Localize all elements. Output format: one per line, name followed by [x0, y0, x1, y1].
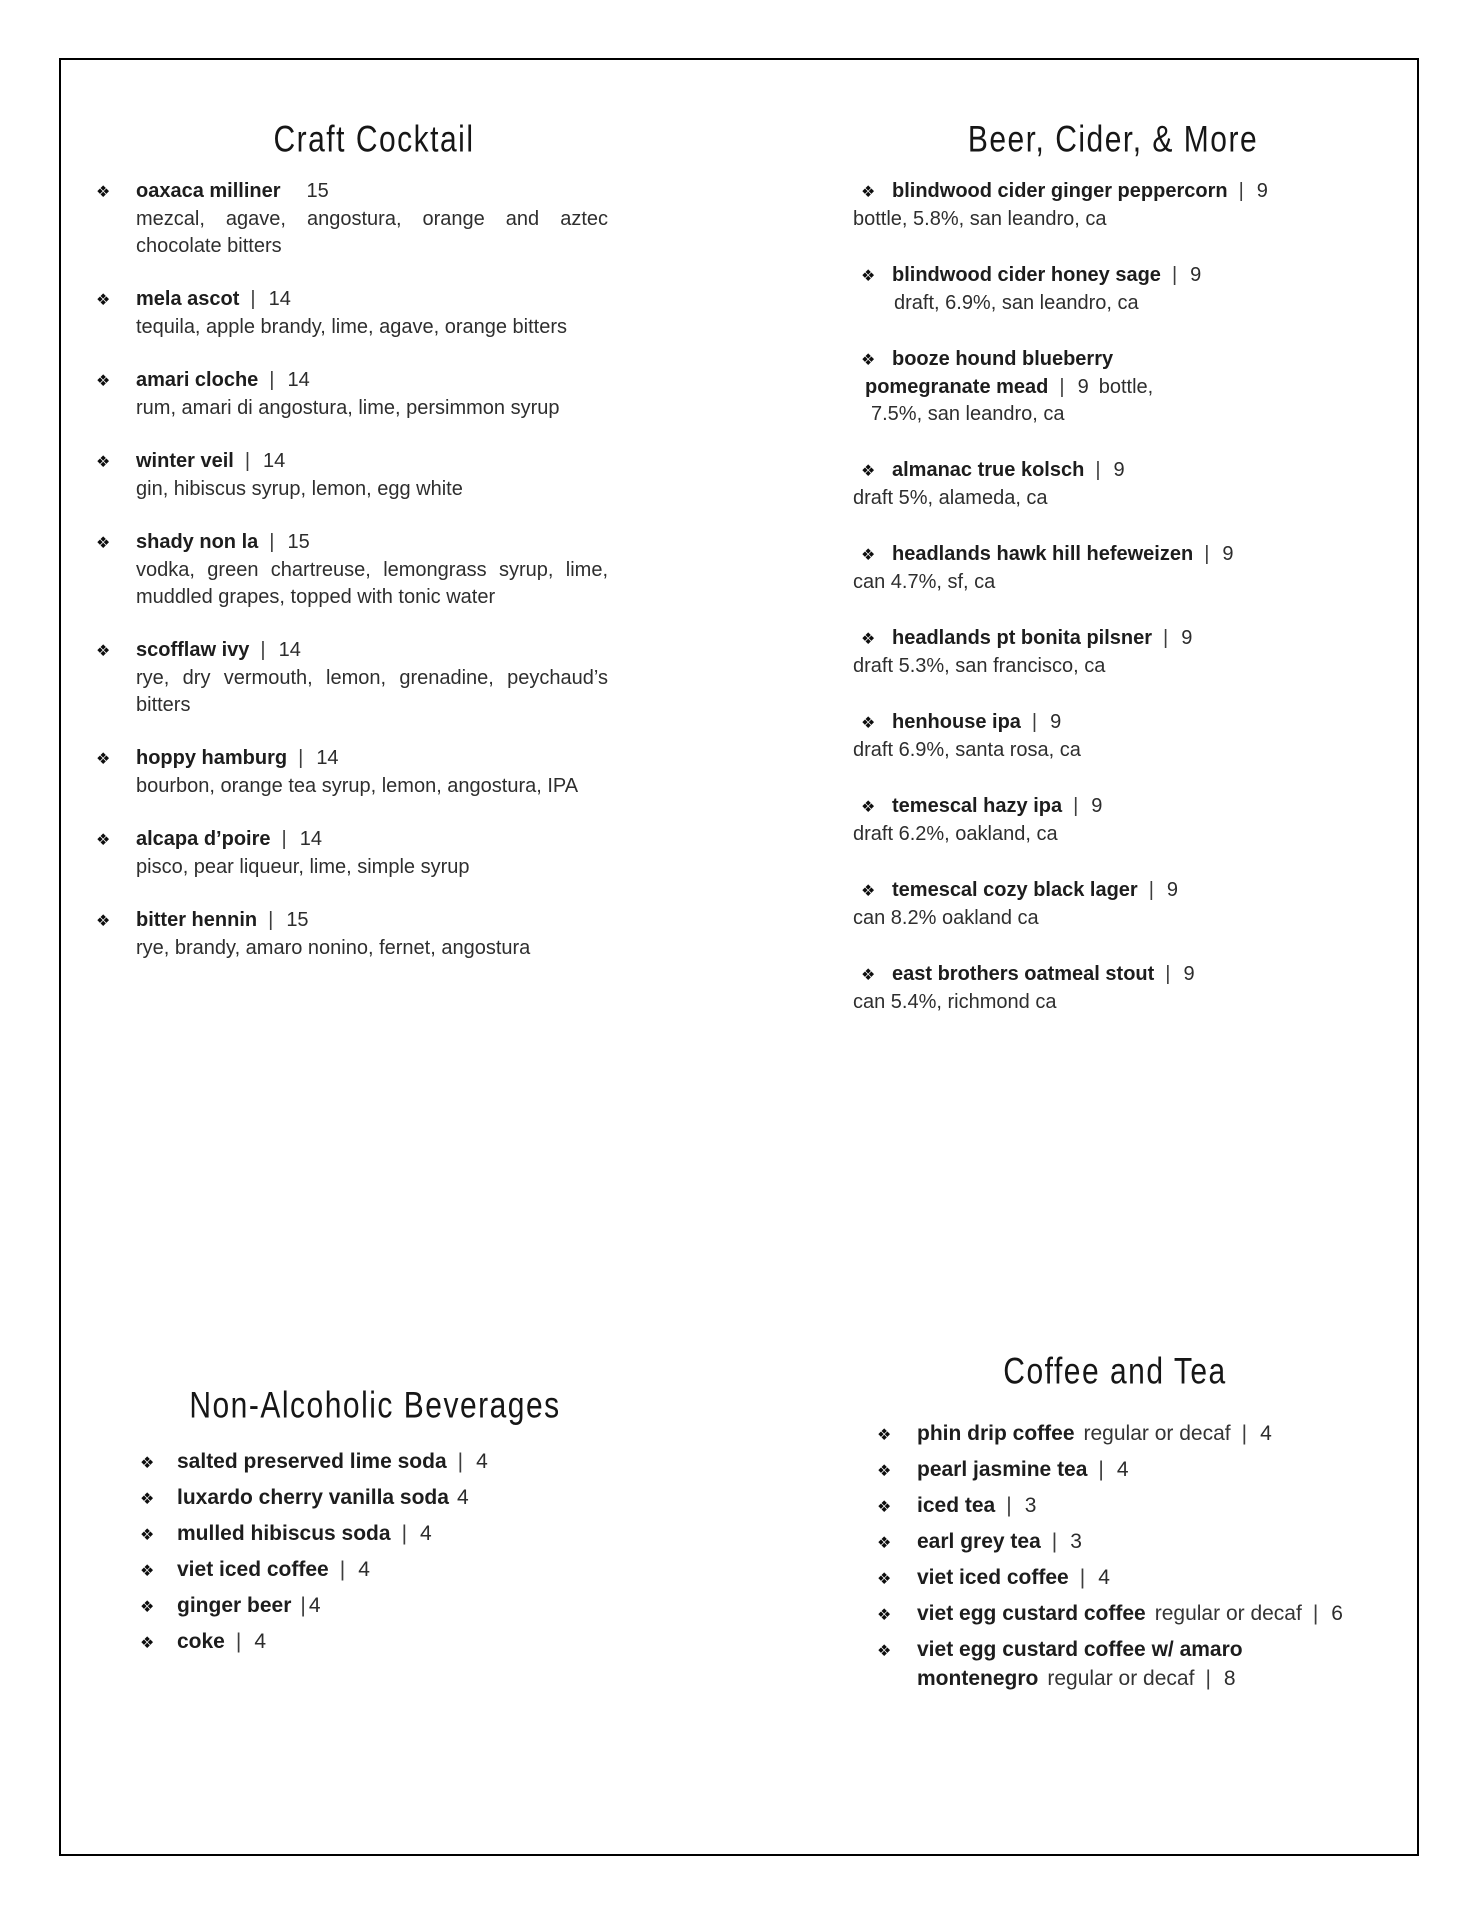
bullet-icon: ❖	[140, 1491, 155, 1508]
item-description: draft 5%, alameda, ca	[853, 487, 1048, 509]
item-head	[140, 1592, 610, 1621]
price-spacer	[449, 1484, 457, 1511]
item-note: regular or decaf	[1083, 1422, 1231, 1445]
item-price: 6	[1331, 1602, 1343, 1625]
price-separator: |	[1165, 963, 1171, 985]
menu-item	[855, 1528, 1375, 1557]
item-name: headlands hawk hill hefeweizen	[892, 543, 1194, 565]
item-price: 4	[1098, 1566, 1110, 1589]
item-name: montenegro	[917, 1667, 1039, 1690]
menu-item	[855, 1600, 1375, 1629]
price-separator: |	[1051, 1530, 1058, 1553]
bullet-icon: ❖	[861, 184, 876, 201]
bullet-icon: ❖	[877, 1607, 892, 1624]
item-name: scofflaw ivy	[136, 639, 250, 661]
price-separator: |	[1163, 627, 1169, 649]
bullet-icon: ❖	[96, 913, 111, 930]
item-head	[855, 1636, 1375, 1665]
menu-item	[140, 1592, 610, 1621]
menu-item	[96, 448, 652, 503]
item-head	[96, 637, 652, 665]
menu-item	[140, 1520, 610, 1549]
menu-item	[853, 346, 1373, 428]
item-name: pearl jasmine tea	[917, 1458, 1088, 1481]
menu-item	[853, 709, 1373, 764]
item-price: 14	[268, 288, 291, 310]
price-separator: |	[235, 1630, 242, 1653]
item-list	[855, 1420, 1375, 1692]
menu-item	[853, 178, 1373, 233]
item-price: 15	[286, 909, 309, 931]
menu-item	[855, 1564, 1375, 1593]
item-description: draft 6.9%, santa rosa, ca	[853, 739, 1081, 761]
item-name: booze hound blueberry	[892, 348, 1114, 370]
bullet-icon: ❖	[877, 1499, 892, 1516]
item-description: rye, brandy, amaro nonino, fernet, angostura	[136, 937, 531, 959]
item-head	[853, 178, 1373, 206]
price-separator: |	[1238, 180, 1244, 202]
menu-item	[140, 1484, 610, 1513]
item-list	[140, 1448, 610, 1657]
item-price: 9	[1222, 543, 1234, 565]
item-name: blindwood cider honey sage	[892, 264, 1161, 286]
menu-item	[853, 457, 1373, 512]
item-price: 14	[263, 450, 286, 472]
bullet-icon: ❖	[861, 352, 876, 369]
bullet-icon: ❖	[861, 463, 876, 480]
item-head	[853, 877, 1373, 905]
item-description: rye, dry vermouth, lemon, grenadine, peychaud’s bitters	[136, 667, 608, 716]
item-head	[96, 367, 652, 395]
price-separator: |	[268, 909, 274, 931]
item-description: tequila, apple brandy, lime, agave, orange bitters	[136, 316, 568, 338]
price-separator: |	[457, 1450, 464, 1473]
bullet-icon: ❖	[96, 184, 111, 201]
bullet-icon: ❖	[861, 715, 876, 732]
menu-item	[853, 961, 1373, 1016]
price-separator: |	[401, 1522, 408, 1545]
item-price: 9	[1166, 879, 1179, 901]
section-title: Coffee and Tea	[1003, 1351, 1227, 1392]
item-price: 9	[1190, 264, 1202, 286]
bullet-icon: ❖	[861, 799, 876, 816]
item-name: viet egg custard coffee	[917, 1602, 1146, 1625]
item-description: can 8.2% oakland ca	[853, 907, 1039, 929]
bullet-icon: ❖	[96, 751, 111, 768]
price-separator: |	[1073, 795, 1079, 817]
item-head	[855, 1564, 1375, 1593]
item-head	[853, 793, 1373, 821]
menu-item	[96, 637, 652, 719]
item-price: 9	[1113, 459, 1125, 481]
price-separator: |	[260, 639, 266, 661]
bullet-icon: ❖	[140, 1635, 155, 1652]
price-separator: |	[1204, 543, 1210, 565]
menu-item	[96, 826, 652, 881]
item-name: viet iced coffee	[177, 1558, 329, 1581]
item-name: ginger beer	[177, 1594, 292, 1617]
bullet-icon: ❖	[96, 535, 111, 552]
section-non-alcoholic	[140, 1382, 610, 1664]
menu-item	[140, 1556, 610, 1585]
item-head	[855, 1492, 1375, 1521]
item-name: iced tea	[917, 1494, 996, 1517]
price-separator: |	[281, 828, 287, 850]
item-price: 9	[1181, 627, 1193, 649]
section-title: Non-Alcoholic Beverages	[189, 1385, 561, 1426]
item-description: vodka, green chartreuse, lemongrass syrup, lime, muddled grapes, topped with tonic water	[136, 559, 608, 608]
item-description: bourbon, orange tea syrup, lemon, angostura, IPA	[136, 775, 579, 797]
price-suffix: bottle,	[1098, 376, 1154, 398]
menu-item	[96, 907, 652, 962]
item-price: 4	[1260, 1422, 1272, 1445]
price-separator: |	[1059, 376, 1065, 398]
menu-item	[96, 286, 652, 341]
item-price: 4	[476, 1450, 488, 1473]
item-price: 9	[1091, 795, 1103, 817]
item-price: 4	[1116, 1458, 1129, 1481]
item-head	[96, 745, 652, 773]
item-price: 14	[287, 369, 310, 391]
item-head	[853, 262, 1373, 290]
item-head	[855, 1528, 1375, 1557]
item-description: mezcal, agave, angostura, orange and aztec chocolate bitters	[136, 208, 608, 257]
item-head	[855, 1456, 1375, 1485]
item-price: 9	[1050, 711, 1062, 733]
price-spacer	[281, 178, 307, 205]
item-head	[140, 1520, 610, 1549]
item-name: viet iced coffee	[917, 1566, 1069, 1589]
section-coffee-tea	[855, 1348, 1375, 1699]
item-price: 8	[1223, 1667, 1236, 1690]
bullet-icon: ❖	[861, 967, 876, 984]
bullet-icon: ❖	[877, 1571, 892, 1588]
item-name: henhouse ipa	[892, 711, 1021, 733]
item-head	[140, 1448, 610, 1477]
bullet-icon: ❖	[861, 547, 876, 564]
item-head	[853, 346, 1373, 374]
item-description: pisco, pear liqueur, lime, simple syrup	[136, 856, 470, 878]
bullet-icon: ❖	[877, 1463, 892, 1480]
item-description: draft, 6.9%, san leandro, ca	[894, 292, 1139, 314]
menu-item	[96, 367, 652, 422]
menu-item	[855, 1492, 1375, 1521]
bullet-icon: ❖	[96, 292, 111, 309]
item-head	[96, 448, 652, 476]
bullet-icon: ❖	[96, 454, 111, 471]
price-separator: |	[339, 1558, 346, 1581]
menu-item	[853, 541, 1373, 596]
item-head	[140, 1628, 610, 1657]
bullet-icon: ❖	[140, 1455, 155, 1472]
item-note: regular or decaf	[1047, 1667, 1195, 1690]
menu-item	[96, 745, 652, 800]
item-head	[853, 709, 1373, 737]
item-price: 4	[420, 1522, 432, 1545]
price-separator: |	[298, 747, 304, 769]
bullet-icon: ❖	[877, 1427, 892, 1444]
price-separator: |	[250, 288, 256, 310]
bullet-icon: ❖	[861, 883, 876, 900]
price-separator: |	[1031, 711, 1038, 733]
item-head	[96, 907, 652, 935]
item-description: gin, hibiscus syrup, lemon, egg white	[136, 478, 463, 500]
item-list	[853, 178, 1373, 1016]
item-price: 14	[278, 639, 301, 661]
bullet-icon: ❖	[140, 1527, 155, 1544]
bullet-icon: ❖	[96, 643, 111, 660]
item-price: 9	[1256, 180, 1268, 202]
item-price: 15	[306, 180, 329, 202]
item-head	[853, 961, 1373, 989]
item-name: winter veil	[136, 450, 234, 472]
menu-item	[96, 178, 652, 260]
item-name: salted preserved lime soda	[177, 1450, 447, 1473]
price-separator: |	[269, 531, 275, 553]
item-price: 15	[287, 531, 310, 553]
price-separator: |	[1241, 1422, 1248, 1445]
item-head	[96, 826, 652, 854]
item-price: 4	[254, 1630, 267, 1653]
item-head	[140, 1484, 610, 1513]
menu-item	[96, 529, 652, 611]
item-description: 7.5%, san leandro, ca	[871, 403, 1065, 425]
item-name: viet egg custard coffee w/ amaro	[917, 1638, 1243, 1661]
item-name: amari cloche	[136, 369, 259, 391]
item-price: 14	[299, 828, 322, 850]
bullet-icon: ❖	[877, 1535, 892, 1552]
bullet-icon: ❖	[140, 1599, 155, 1616]
item-name: temescal cozy black lager	[892, 879, 1138, 901]
item-name: phin drip coffee	[917, 1422, 1075, 1445]
bullet-icon: ❖	[861, 268, 876, 285]
item-head	[96, 286, 652, 314]
item-price: 14	[316, 747, 339, 769]
item-name: blindwood cider ginger peppercorn	[892, 180, 1228, 202]
section-beer-cider-more	[853, 116, 1373, 1045]
price-separator: |	[1098, 1458, 1104, 1481]
bullet-icon: ❖	[140, 1563, 155, 1580]
item-name: mela ascot	[136, 288, 240, 310]
bullet-icon: ❖	[96, 832, 111, 849]
item-head	[96, 178, 652, 206]
item-name: earl grey tea	[917, 1530, 1041, 1553]
price-separator: |	[1205, 1667, 1211, 1690]
menu-item	[140, 1448, 610, 1477]
item-description: can 5.4%, richmond ca	[853, 991, 1057, 1013]
price-separator: |	[1095, 459, 1101, 481]
item-head	[853, 625, 1373, 653]
item-price: 4	[358, 1558, 370, 1581]
item-price: 9	[1077, 376, 1089, 398]
price-separator: |	[1148, 879, 1154, 901]
item-description: draft 5.3%, san francisco, ca	[853, 655, 1106, 677]
item-price: 3	[1070, 1530, 1082, 1553]
section-craft-cocktail	[96, 116, 652, 988]
item-name: almanac true kolsch	[892, 459, 1085, 481]
item-price: 9	[1183, 963, 1195, 985]
menu-item	[853, 625, 1373, 680]
item-name: luxardo cherry vanilla soda	[177, 1486, 449, 1509]
item-name: shady non la	[136, 531, 259, 553]
item-name: alcapa d’poire	[136, 828, 271, 850]
section-title: Beer, Cider, & More	[967, 119, 1259, 160]
menu-item	[855, 1420, 1375, 1449]
menu-item	[853, 877, 1373, 932]
menu-item	[853, 793, 1373, 848]
item-name: temescal hazy ipa	[892, 795, 1063, 817]
item-note: regular or decaf	[1154, 1602, 1302, 1625]
item-price: 4	[456, 1486, 469, 1509]
item-list	[96, 178, 652, 962]
item-name: east brothers oatmeal stout	[892, 963, 1155, 985]
menu-item	[853, 262, 1373, 317]
price-separator: |	[244, 450, 251, 472]
bullet-icon: ❖	[96, 373, 111, 390]
menu-item	[855, 1456, 1375, 1485]
item-head	[853, 457, 1373, 485]
price-separator: |	[269, 369, 275, 391]
section-title: Craft Cocktail	[273, 119, 475, 160]
price-separator: |	[300, 1594, 306, 1617]
bullet-icon: ❖	[877, 1643, 892, 1660]
item-name: pomegranate mead	[865, 376, 1049, 398]
item-name: oaxaca milliner	[136, 180, 281, 202]
price-separator: |	[1006, 1494, 1012, 1517]
item-price: 3	[1024, 1494, 1037, 1517]
item-description: rum, amari di angostura, lime, persimmon syrup	[136, 397, 560, 419]
item-name: hoppy hamburg	[136, 747, 288, 769]
price-separator: |	[1171, 264, 1178, 286]
item-head	[855, 1420, 1375, 1449]
item-name: mulled hibiscus soda	[177, 1522, 391, 1545]
item-description: can 4.7%, sf, ca	[853, 571, 996, 593]
menu-item	[855, 1636, 1375, 1692]
item-head-line2	[917, 1665, 1375, 1692]
item-description: bottle, 5.8%, san leandro, ca	[853, 208, 1107, 230]
item-name: coke	[177, 1630, 225, 1653]
menu-item	[140, 1628, 610, 1657]
item-head	[853, 541, 1373, 569]
item-head	[855, 1600, 1375, 1629]
bullet-icon: ❖	[861, 631, 876, 648]
price-separator: |	[1312, 1602, 1319, 1625]
item-name: headlands pt bonita pilsner	[892, 627, 1153, 649]
item-description: draft 6.2%, oakland, ca	[853, 823, 1058, 845]
item-name: bitter hennin	[136, 909, 258, 931]
item-head	[96, 529, 652, 557]
item-head-line2	[865, 374, 1373, 401]
item-head	[140, 1556, 610, 1585]
price-separator: |	[1079, 1566, 1086, 1589]
item-price: 4	[308, 1594, 321, 1617]
